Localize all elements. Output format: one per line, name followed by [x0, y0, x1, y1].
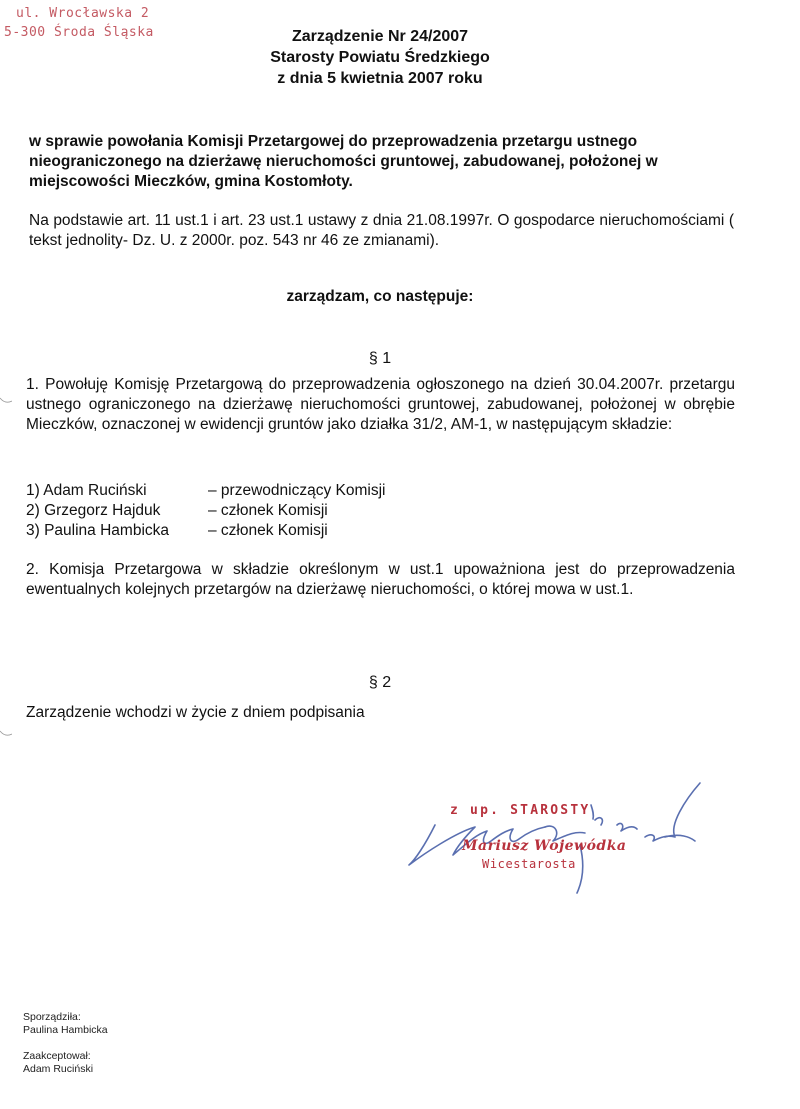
signatory-name-stamp: Mariusz Wojewódka: [462, 838, 627, 854]
section-1-mark: § 1: [368, 350, 392, 367]
accepted-by-name: Adam Ruciński: [23, 1063, 94, 1075]
legal-basis: Na podstawie art. 11 ust.1 i art. 23 ust.1 ustawy z dnia 21.08.1997r. O gospodarce nieruchomościami ( tekst jednolity- Dz. U. z 2000r. poz. 543 nr 46 ze zmianami).: [29, 212, 734, 249]
section-1-paragraph-2: 2. Komisja Przetargowa w składzie określonym w ust.1 upoważniona jest do przeprowadzenia ewentualnych kolejnych przetargów na dzierżawę nieruchomości, o której mowa w ust.1.: [26, 561, 735, 598]
scan-artifact: [0, 728, 12, 738]
accepted-by: [23, 1050, 93, 1076]
accepted-by-label: Zaakceptował:: [23, 1050, 91, 1062]
member-role: – przewodniczący Komisji: [208, 482, 386, 499]
authorization-stamp: z up. STAROSTY: [450, 803, 591, 818]
commission-members-list: [26, 481, 385, 541]
decree-heading: zarządzam, co następuje:: [286, 288, 474, 305]
address-stamp-line2: 5-300 Środa Śląska: [4, 25, 154, 40]
prepared-by-name: Paulina Hambicka: [23, 1024, 108, 1036]
member-name: 2) Grzegorz Hajduk: [26, 502, 161, 519]
signatory-title-stamp: Wicestarosta: [482, 857, 576, 871]
address-stamp-line1: ul. Wrocławska 2: [16, 6, 150, 21]
member-role: – członek Komisji: [208, 522, 328, 539]
list-item: [26, 481, 385, 501]
date-line: z dnia 5 kwietnia 2007 roku: [277, 70, 483, 87]
prepared-by-label: Sporządziła:: [23, 1011, 81, 1023]
list-item: [26, 501, 385, 521]
document-header: [0, 26, 760, 89]
section-2-mark: § 2: [368, 674, 392, 691]
document-title: Zarządzenie Nr 24/2007: [291, 28, 469, 45]
document-subject: w sprawie powołania Komisji Przetargowej do przeprowadzenia przetargu ustnego nieograniczonego na dzierżawę nieruchomości gruntowej, zabudowanej, położonej w miejscowości Mieczków, gmina Kostomłoty.: [29, 133, 658, 190]
member-role: – członek Komisji: [208, 502, 328, 519]
prepared-by: [23, 1011, 108, 1037]
section-2-text: Zarządzenie wchodzi w życie z dniem podpisania: [26, 704, 365, 721]
scan-artifact: [0, 395, 12, 405]
list-item: [26, 521, 385, 541]
member-name: 1) Adam Ruciński: [26, 482, 147, 499]
issuer-line: Starosty Powiatu Średzkiego: [270, 49, 490, 66]
section-1-paragraph-1: 1. Powołuję Komisję Przetargową do przeprowadzenia ogłoszonego na dzień 30.04.2007r. przetargu ustnego ograniczonego na dzierżawę nieruchomości gruntowej, zabudowanej, położonej w obrębie Mieczków, oznaczonej w ewidencji gruntów jako działka 31/2, AM-1, w następującym składzie:: [26, 376, 735, 433]
member-name: 3) Paulina Hambicka: [26, 522, 170, 539]
